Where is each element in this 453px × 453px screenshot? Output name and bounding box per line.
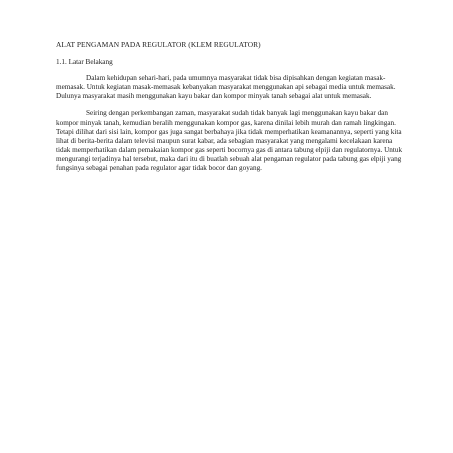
- paragraph-2: Seiring dengan perkembangan zaman, masyarakat sudah tidak banyak lagi menggunakan kayu bakar dan kompor minyak tanah, kemudian beralih menggunakan kompor gas, karena dinilai lebih murah dan ramah lingkingan. Tetapi dilihat dari sisi lain, kompor gas juga sangat berbahaya jika tidak memperhatikan keamanannya, seperti yang kita lihat di berita-berita dalam televisi maupun surat kabar, ada sebagian masyarakat yang mengalami kecelakaan karena tidak memperhatikan dalam pemakaian kompor gas seperti bocornya gas di antara tabung elpiji dan regulatornya. Untuk mengurangi terjadinya hal tersebut, maka dari itu di buatlah sebuah alat pengaman regulator pada tabung gas elpiji yang fungsinya sebagai penahan pada regulator agar tidak bocor dan goyang.: [56, 109, 403, 173]
- document-body: [56, 40, 406, 181]
- paragraph-1: Dalam kehidupan sehari-hari, pada umumnya masyarakat tidak bisa dipisahkan dengan kegiatan masak-memasak. Untuk kegiatan masak-memasak kebanyakan masyarakat menggunakan api sebagai media untuk memasak. Dulunya masyarakat masih menggunakan kayu bakar dan kompor minyak tanah sebagai alat untuk memasak.: [56, 74, 396, 101]
- document-title: ALAT PENGAMAN PADA REGULATOR (KLEM REGULATOR): [56, 40, 261, 49]
- section-heading: 1.1. Latar Belakang: [56, 58, 113, 67]
